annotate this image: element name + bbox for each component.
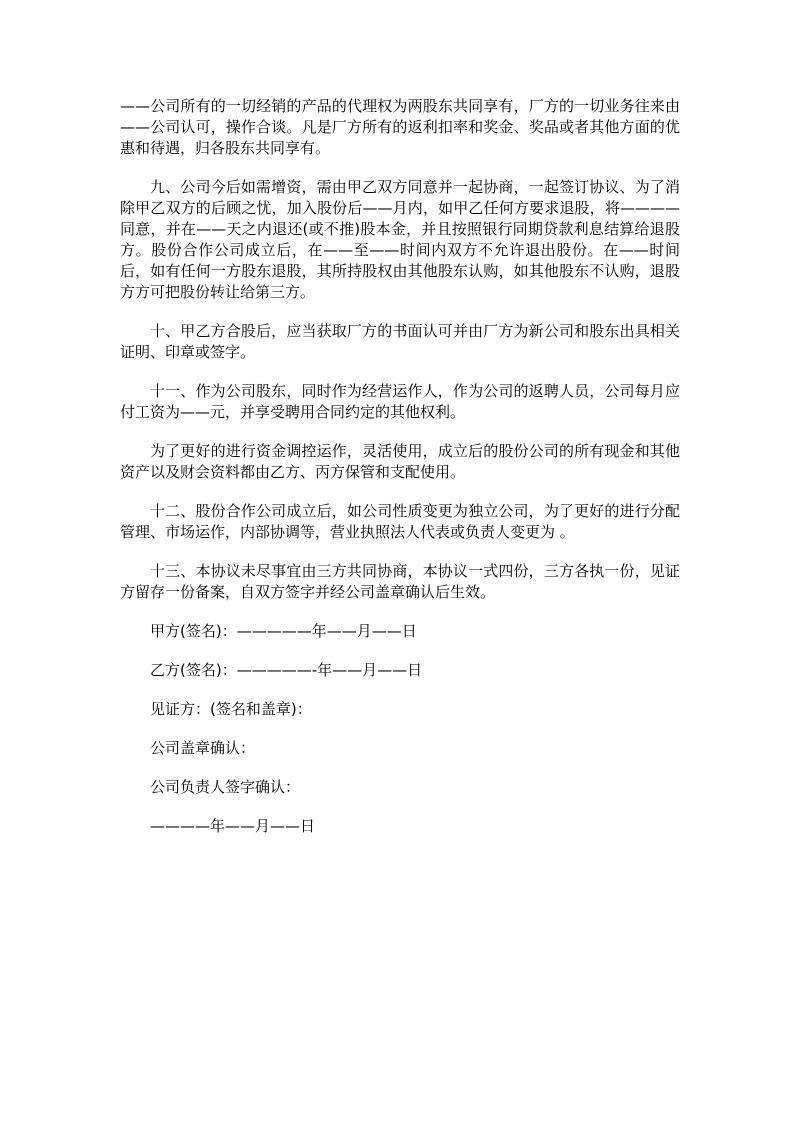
paragraph-clause-9: 九、公司今后如需增资，需由甲乙双方同意并一起协商，一起签订协议、为了消除甲乙双方的后顾之忧，加入股份后——月内，如甲乙任何方要求退股，将————同意，并在——天之内退还(或不推)股本金，并且按照银行同期贷款利息结算给退股方。股份合作公司成立后，在——至——时间内双方不允许退出股份。在——时间后，如有任何一方股东退股，其所持股权由其他股东认购，如其他股东不认购，退股方方可把股份转让给第三方。 <box>120 178 680 301</box>
document-page <box>120 96 680 855</box>
signature-witness: 见证方：(签名和盖章)： <box>150 700 312 718</box>
company-seal-confirmation: 公司盖章确认： <box>150 739 256 757</box>
company-head-signature: 公司负责人签字确认： <box>150 778 301 796</box>
signature-party-b: 乙方(签名)：—————-年——月——日 <box>150 661 423 679</box>
signature-party-a: 甲方(签名)：—————年——月——日 <box>150 622 417 640</box>
signature-date: ————年——月——日 <box>150 817 316 835</box>
paragraph-clause-12: 十二、股份合作公司成立后，如公司性质变更为独立公司，为了更好的进行分配管理、市场运作，内部协调等，营业执照法人代表或负责人变更为 。 <box>120 502 680 541</box>
paragraph-clause-13: 十三、本协议未尽事宜由三方共同协商，本协议一式四份，三方各执一份，见证方留存一份备案，自双方签字并经公司盖章确认后生效。 <box>120 562 680 601</box>
paragraph-capital-management: 为了更好的进行资金调控运作，灵活使用，成立后的股份公司的所有现金和其他资产以及财会资料都由乙方、丙方保管和支配使用。 <box>120 442 680 481</box>
paragraph-clause-11: 十一、作为公司股东，同时作为经营运作人，作为公司的返聘人员，公司每月应付工资为——元，并享受聘用合同约定的其他权利。 <box>120 382 680 421</box>
paragraph-clause-10: 十、甲乙方合股后，应当获取厂方的书面认可并由厂方为新公司和股东出具相关证明、印章或签字。 <box>120 322 680 361</box>
paragraph-agency-rights: ——公司所有的一切经销的产品的代理权为两股东共同享有，厂方的一切业务往来由——公司认可，操作合谈。凡是厂方所有的返利扣率和奖金、奖品或者其他方面的优惠和待遇，归各股东共同享有。 <box>120 97 680 157</box>
